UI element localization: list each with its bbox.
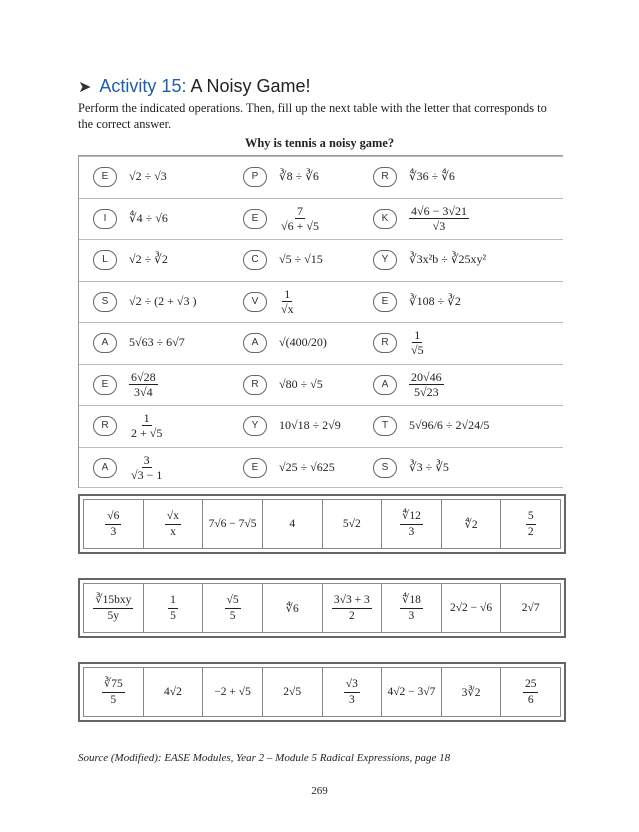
problem-cell [229,239,359,280]
denominator: 2 [348,609,355,622]
fraction [409,328,426,357]
letter-badge: A [93,458,117,478]
denominator: 5 [110,693,117,706]
answer-table-2 [78,578,566,638]
problem-expression: 5√63 ÷ 6√7 [129,335,185,349]
problem-expression: √5 ÷ √15 [279,252,323,266]
answer-cell: 2√7 [521,602,540,614]
problem-cell [79,405,229,446]
problem-cell [79,364,229,405]
fraction [409,370,444,399]
fraction [400,509,423,540]
answer-table-3 [78,662,566,722]
letter-badge: R [243,375,267,395]
denominator: 2 [527,525,534,538]
denominator: √3 − 1 [131,467,163,482]
letter-badge: Y [243,416,267,436]
numerator: 1 [414,328,421,342]
activity-title: A Noisy Game! [190,76,311,96]
denominator: √5 [411,343,424,357]
letter-badge: K [373,209,397,229]
activity-number: Activity 15: [99,76,187,96]
problem-cell [359,156,563,197]
numerator: 3√3 + 3 [332,593,372,609]
fraction [344,677,360,708]
fraction [409,204,469,233]
answer-cell [144,584,204,632]
numerator: √5 [225,593,241,609]
problem-cell [359,447,563,488]
numerator: ∛75 [102,677,125,693]
problem-expression: 5√96/6 ÷ 2√24/5 [409,418,490,432]
activity-heading [78,76,311,97]
problem-expression [129,364,229,405]
problem-cell [359,198,563,239]
denominator: √x [281,301,294,316]
letter-badge: S [93,292,117,312]
numerator: √6 [105,509,121,525]
denominator: 5 [229,609,236,622]
problem-cell [359,322,563,363]
denominator: 2 + √5 [131,426,163,440]
problem-expression: √2 ÷ √3 [129,169,167,183]
problem-cell [359,364,563,405]
answer-cell [144,500,204,548]
answer-cell: 4√2 − 3√7 [382,668,442,716]
problem-cell [79,239,229,280]
problem-expression: √(400/20) [279,335,327,349]
fraction [129,370,158,399]
problem-expression: ∛108 ÷ ∛2 [409,293,461,308]
problem-expression: ∛8 ÷ ∛6 [279,169,319,183]
answer-cell: 2√2 − √6 [442,584,502,632]
problem-cell [229,198,359,239]
problem-expression: ∛3x²b ÷ ∛25xy² [409,252,487,266]
problem-expression: √80 ÷ √5 [279,376,323,391]
problem-expression [129,447,229,488]
problem-expression [409,198,509,239]
letter-badge: E [93,167,117,187]
problem-cell [79,447,229,488]
answer-cell [382,584,442,632]
problem-expression: 10√18 ÷ 2√9 [279,418,341,432]
fraction [400,593,423,624]
answer-cell [203,584,263,632]
problem-expression [409,364,509,405]
problem-cell [229,156,359,197]
fraction [523,677,539,708]
letter-badge: L [93,250,117,270]
letter-badge: A [373,375,397,395]
answer-cell: 7√6 − 7√5 [203,500,263,548]
problem-cell [79,156,229,197]
answer-cell [84,584,144,632]
answer-cell: −2 + √5 [203,668,263,716]
letter-badge: E [93,375,117,395]
denominator: 3 [408,609,415,622]
numerator: 25 [523,677,539,693]
problem-expression: ∜36 ÷ ∜6 [409,169,455,183]
arrow-icon: ➤ [78,79,92,96]
letter-badge: I [93,209,117,229]
answer-cell: 5√2 [323,500,383,548]
numerator: ∜12 [400,509,423,525]
fraction [129,411,164,440]
numerator: 20√46 [411,369,442,384]
answer-cell: ∜6 [263,584,323,632]
fraction [165,509,181,540]
answer-cell [84,500,144,548]
answer-cell [84,668,144,716]
answer-cell: 4 [263,500,323,548]
numerator: ∜18 [400,593,423,609]
problem-cell [229,322,359,363]
denominator: 5 [170,609,176,622]
numerator: 3 [143,452,150,467]
denominator: 6 [527,693,534,706]
denominator: x [170,525,176,538]
problem-cell [79,281,229,322]
answer-cell [501,500,560,548]
numerator: 1 [143,411,150,425]
problem-cell [229,447,359,488]
letter-badge: E [243,209,267,229]
numerator: √x [165,509,181,525]
problem-expression: ∛3 ÷ ∛5 [409,459,449,474]
numerator: 6√28 [131,369,156,384]
problem-expression [409,322,509,363]
fraction [168,593,178,624]
denominator: 3 [348,693,355,706]
answer-cell [382,500,442,548]
denominator: √6 + √5 [281,218,319,233]
denominator: 3 [110,525,117,538]
problem-cell [229,405,359,446]
problem-cell [359,281,563,322]
problem-cell [79,322,229,363]
problem-cell [229,364,359,405]
letter-badge: C [243,250,267,270]
grid-line [79,487,563,488]
numerator: 4√6 − 3√21 [411,203,467,218]
problem-expression: √2 ÷ ∛2 [129,252,168,266]
answer-cell: 4√2 [144,668,204,716]
answer-cell [323,668,383,716]
fraction [279,204,321,233]
problem-cell [359,239,563,280]
denominator: 5√23 [414,384,439,399]
question: Why is tennis a noisy game? [244,136,395,150]
letter-badge: S [373,458,397,478]
letter-badge: E [243,458,267,478]
problem-expression [129,405,229,446]
source-note: Source (Modified): EASE Modules, Year 2 – Module 5 Radical Expressions, page 18 [78,752,451,764]
problem-cell [229,281,359,322]
fraction [279,287,296,316]
problem-cell [79,198,229,239]
answer-cell: 3∛2 [442,668,502,716]
fraction [102,677,125,708]
numerator: 1 [168,593,178,609]
numerator: √3 [344,677,360,693]
denominator: 5y [107,609,120,622]
fraction [93,593,133,624]
letter-badge: P [243,167,267,187]
denominator: 3 [408,525,415,538]
problem-expression: ∜4 ÷ √6 [129,210,168,225]
letter-badge: V [243,292,267,312]
answer-cell: ∜2 [442,500,502,548]
problem-grid [78,155,563,488]
answer-cell [501,668,560,716]
letter-badge: R [93,416,117,436]
fraction [129,453,164,482]
fraction [225,593,241,624]
fraction [105,509,121,540]
denominator: √3 [432,218,446,233]
letter-badge: E [373,292,397,312]
denominator: 3√4 [134,384,153,399]
letter-badge: R [373,167,397,187]
problem-cell [359,405,563,446]
instructions: Perform the indicated operations. Then, fill up the next table with the letter that corresponds to the correct answer. [78,101,547,131]
numerator: ∛15bxy [93,593,133,609]
letter-badge: A [243,333,267,353]
answer-cell [323,584,383,632]
numerator: 5 [526,509,536,525]
numerator: 1 [284,286,291,301]
problem-expression: √2 ÷ (2 + √3 ) [129,293,197,308]
problem-expression: √25 ÷ √625 [279,459,335,474]
answer-table-1 [78,494,566,554]
fraction [332,593,372,624]
numerator: 7 [296,203,303,218]
letter-badge: R [373,333,397,353]
answer-cell: 2√5 [263,668,323,716]
letter-badge: T [373,416,397,436]
page-number: 269 [311,785,328,797]
fraction [526,509,536,540]
letter-badge: A [93,333,117,353]
letter-badge: Y [373,250,397,270]
